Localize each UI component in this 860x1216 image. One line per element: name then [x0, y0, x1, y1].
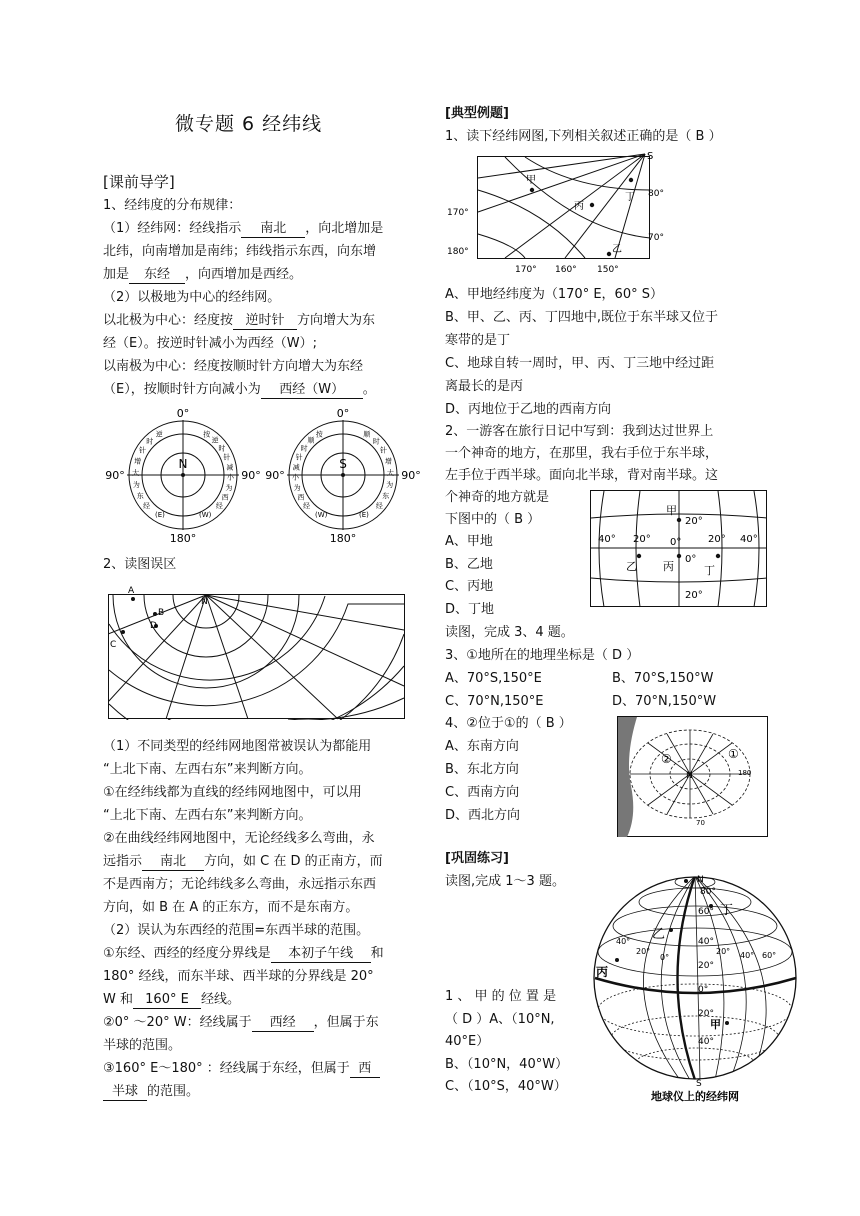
label-b160: 160°	[555, 265, 577, 275]
option-c: C、丙地	[445, 579, 494, 594]
lat-80: 80°	[700, 887, 716, 897]
point-yi: 乙	[626, 560, 637, 573]
lat-20s: 20°	[698, 1009, 714, 1019]
question-1: 1、经纬度的分布规律：	[103, 198, 242, 213]
point-1: ①	[728, 747, 739, 761]
text-span: ，但属于东	[313, 1015, 379, 1030]
option-d: D、70°N,150°W	[612, 694, 717, 709]
arc-char: 为	[293, 483, 301, 492]
arc-char: 按	[315, 430, 323, 439]
arc-char: 大	[386, 469, 394, 478]
option-b: B、东北方向	[445, 762, 519, 777]
option-c: C、70°N,150°E	[445, 694, 544, 709]
label-70: 70°	[648, 233, 664, 243]
option-a: A、东南方向	[445, 739, 519, 754]
text-line	[103, 1059, 380, 1079]
label-b170: 170°	[515, 265, 537, 275]
curved-graticule-figure	[108, 584, 406, 720]
example-question-3: 3、①地所在的地理坐标是（ D ）	[445, 648, 640, 663]
text-line: 下图中的（ B ）	[445, 512, 541, 527]
arc-char: 针	[380, 446, 387, 455]
label-90-right: 90°	[241, 469, 261, 482]
question-2: 2、读图误区	[103, 557, 177, 572]
polar-projection-figure	[103, 404, 423, 544]
text-line: 读图，完成 3、4 题。	[445, 625, 574, 640]
answer-blank: 南北	[241, 220, 305, 238]
text-line: ②在曲线经纬网地图中，无论经线多么弯曲，永	[103, 831, 375, 846]
text-line	[103, 1082, 199, 1102]
arc-char: 为	[386, 480, 394, 489]
label-20s: 20°	[685, 590, 703, 601]
answer-blank: 160° E	[133, 991, 201, 1009]
answer-blank: 南北	[142, 853, 204, 871]
text-line: （2）以极地为中心的经纬网。	[103, 290, 281, 305]
label-170: 170°	[447, 208, 469, 218]
text-span: 。	[362, 382, 376, 397]
label-eq: 0°	[685, 554, 697, 565]
text-span: W 和	[103, 992, 133, 1007]
arc-char: 逆	[155, 430, 163, 439]
text-line	[103, 944, 384, 964]
globe-figure	[590, 868, 804, 1104]
point-ding: 丁	[704, 564, 715, 577]
option-c: C、西南方向	[445, 785, 520, 800]
answer-blank: 西经（W）	[261, 381, 363, 399]
option-a: A、甲地经纬度为（170° E，60° S）	[445, 287, 663, 302]
text-line: （ D ）A、（10°N,	[445, 1012, 555, 1027]
lat-60: 60°	[698, 907, 714, 917]
text-line: （2）误认为东西经的范围=东西半球的范围。	[103, 923, 370, 938]
label-90-right: 90°	[401, 469, 421, 482]
lon-40w: 40°	[616, 937, 631, 946]
arc-char: 经	[303, 502, 311, 510]
text-line	[103, 219, 383, 239]
text-line	[103, 990, 240, 1010]
option-c: C、（10°S，40°W）	[445, 1079, 567, 1094]
arc-char: 西	[221, 493, 229, 502]
text-span: ①东经、西经的经度分界线是	[103, 946, 271, 961]
text-span: 加是	[103, 267, 130, 282]
arc-char: 大	[132, 469, 140, 478]
lat-40s: 40°	[698, 1037, 714, 1047]
pole-n: N	[697, 875, 704, 885]
option-b-cont: 寒带的是丁	[445, 333, 511, 348]
label-20e: 20°	[708, 534, 726, 545]
label-20n: 20°	[685, 516, 703, 527]
text-span: 方向，如 C 在 D 的正南方，而	[204, 854, 383, 869]
point-jia: 甲	[710, 1018, 721, 1031]
label-w: (W)	[199, 511, 212, 519]
example-question-4: 4、②位于①的（ B ）	[445, 716, 572, 731]
pole-n: N	[686, 771, 693, 781]
lon-20w: 20°	[636, 947, 651, 956]
arc-char: 针	[295, 453, 303, 462]
text-line: 方向，如 B 在 A 的正东方，而不是东南方。	[103, 900, 359, 915]
section-header-preview: [课前导学]	[103, 173, 175, 191]
arc-char: 东	[382, 492, 390, 501]
option-c-cont: 离最长的是丙	[445, 379, 524, 394]
example-question-1: 1、读下经纬网图,下列相关叙述正确的是（ B ）	[445, 129, 722, 144]
text-line: 一个神奇的地方，在那里，我右手位于东半球，	[445, 446, 719, 461]
text-line: 40°E）	[445, 1034, 490, 1049]
arc-char: 为	[132, 480, 140, 489]
text-line: ①在经纬线都为直线的经纬网地图中，可以用	[103, 785, 362, 800]
text-span: 方向增大为东	[297, 313, 376, 328]
answer-blank: 本初子午线	[271, 945, 371, 963]
arc-char: 西	[297, 493, 305, 502]
point-c: C	[110, 640, 117, 650]
text-line	[103, 380, 376, 400]
arc-char: 针	[139, 446, 146, 455]
label-180: 180°	[447, 247, 469, 257]
polar-map-figure	[617, 716, 769, 838]
lon-0: 0°	[660, 953, 670, 962]
pole-label-s: S	[339, 457, 347, 471]
arc-char: 经	[215, 502, 223, 510]
graticule-figure-2	[590, 490, 768, 608]
lat-20: 20°	[698, 961, 714, 971]
text-span: （1）经纬网：经线指示	[103, 221, 242, 236]
lat-40: 40°	[698, 937, 714, 947]
arc-char: 为	[225, 483, 233, 492]
option-d: D、丁地	[445, 602, 495, 617]
lon-60e: 60°	[762, 951, 777, 960]
globe-caption: 地球仪上的经纬网	[651, 1090, 739, 1103]
text-span: （E），按顺时针方向减小为	[103, 382, 261, 397]
text-span: 和	[370, 946, 384, 961]
option-b: B、甲、乙、丙、丁四地中,既位于东半球又位于	[445, 310, 719, 325]
text-line: 左手位于西半球。面向北半球，背对南半球。这	[445, 468, 719, 483]
answer-blank: 西经	[252, 1014, 314, 1032]
point-jia: 甲	[666, 504, 677, 517]
lon-40e: 40°	[740, 951, 755, 960]
point-b: B	[158, 608, 165, 618]
arc-char: 经	[143, 502, 151, 510]
pole-s: S	[696, 1079, 702, 1089]
text-line	[103, 852, 383, 872]
arc-char: 增	[134, 457, 142, 466]
label-40w: 40°	[598, 534, 616, 545]
option-a: A、甲地	[445, 534, 493, 549]
option-d: D、丙地位于乙地的西南方向	[445, 402, 612, 417]
text-span: ②0° ～20° W：经线属于	[103, 1015, 252, 1030]
point-a: A	[128, 586, 135, 596]
point-yi: 乙	[612, 244, 622, 255]
text-line: 个神奇的地方就是	[445, 490, 550, 505]
label-180: 180°	[329, 532, 357, 544]
text-line: 180° 经线，而东半球、西半球的分界线是 20°	[103, 969, 374, 984]
text-line: “上北下南、左西右东”来判断方向。	[103, 808, 312, 823]
label-20w: 20°	[633, 534, 651, 545]
arc-char: 顺	[363, 430, 371, 439]
page-title: 微专题 6 经纬线	[175, 113, 323, 135]
text-line: 不是西南方；无论纬线多么弯曲，永远指示东西	[103, 877, 377, 892]
practice-question-1: 1 、 甲 的 位 置 是	[445, 989, 557, 1004]
label-0: 0°	[176, 407, 190, 420]
answer-blank: 逆时针	[233, 312, 297, 330]
arc-char: 经	[375, 502, 383, 510]
north-pole-diagram	[105, 407, 261, 544]
label-0: 0°	[670, 537, 682, 548]
text-line: 北纬，向南增加是南纬；纬线指示东西，向东增	[103, 244, 377, 259]
pole-label-n: N	[178, 457, 188, 471]
text-line: （1）不同类型的经纬网地图常被误认为都能用	[103, 739, 372, 754]
lat-0: 0°	[698, 985, 709, 995]
arc-char: 小	[227, 473, 234, 482]
label-90-left: 90°	[105, 469, 125, 482]
point-2: ②	[661, 752, 672, 766]
section-header-practice: [巩固练习]	[445, 851, 509, 866]
arc-char: 时	[300, 444, 308, 453]
label-90-left: 90°	[265, 469, 285, 482]
option-d: D、西北方向	[445, 808, 521, 823]
label-e: (E)	[155, 511, 165, 519]
label-180: 180°	[169, 532, 197, 544]
label-70: 70	[696, 819, 705, 827]
text-line: 半球的范围。	[103, 1038, 182, 1053]
arc-char: 东	[136, 492, 144, 501]
point-bing: 丙	[574, 201, 584, 212]
text-line	[103, 311, 375, 331]
text-line: 读图,完成 1～3 题。	[445, 874, 565, 889]
answer-blank: 东经	[129, 266, 185, 284]
point-bing: 丙	[663, 560, 674, 573]
text-span: 以北极为中心：经度按	[103, 313, 234, 328]
label-w: (W)	[315, 511, 328, 519]
text-line	[103, 1013, 379, 1033]
point-ding: 丁	[720, 903, 734, 918]
pole-n: N	[201, 597, 208, 607]
arc-char: 逆	[211, 436, 219, 445]
arc-char: 增	[384, 457, 392, 466]
arc-char: 按	[203, 430, 211, 439]
label-0: 0°	[336, 407, 350, 420]
text-span: ，向北增加是	[305, 221, 384, 236]
arc-char: 时	[146, 437, 154, 446]
text-span: ，向西增加是西经。	[185, 267, 303, 282]
arc-char: 顺	[307, 436, 315, 445]
text-span: 的范围。	[147, 1084, 200, 1099]
graticule-figure-1	[445, 150, 665, 280]
label-180: 180	[738, 769, 752, 777]
arc-char: 减	[292, 463, 300, 472]
answer-blank: 半球	[103, 1083, 147, 1101]
option-c: C、地球自转一周时，甲、丙、丁三地中经过距	[445, 356, 715, 371]
text-span: 远指示	[103, 854, 143, 869]
text-line: “上北下南、左西右东”来判断方向。	[103, 762, 312, 777]
arc-char: 时	[218, 444, 226, 453]
example-question-2: 2、一游客在旅行日记中写到：我到达过世界上	[445, 424, 714, 439]
point-d: D	[150, 621, 157, 631]
label-80: 80°	[648, 189, 664, 199]
lon-20e: 20°	[716, 947, 731, 956]
option-a: A、70°S,150°E	[445, 671, 542, 686]
point-ding: 丁	[625, 192, 635, 203]
option-b: B、（10°N，40°W）	[445, 1057, 569, 1072]
point-yi: 乙	[652, 927, 666, 942]
option-b: B、乙地	[445, 557, 493, 572]
label-40e: 40°	[740, 534, 758, 545]
text-line: 以南极为中心：经度按顺时针方向增大为东经	[103, 359, 364, 374]
arc-char: 针	[223, 453, 231, 462]
arc-char: 小	[292, 473, 299, 482]
pole-s: S	[647, 151, 654, 162]
option-b: B、70°S,150°W	[612, 671, 714, 686]
label-e: (E)	[359, 511, 369, 519]
south-pole-diagram	[265, 407, 421, 544]
section-header-examples: [典型例题]	[445, 106, 509, 121]
label-b150: 150°	[597, 265, 619, 275]
answer-blank: 西	[350, 1060, 380, 1078]
text-span: ③160° E～180° ：经线属于东经，但属于	[103, 1061, 350, 1076]
point-jia: 甲	[526, 175, 536, 186]
point-bing: 丙	[596, 965, 609, 979]
text-span: 经线。	[201, 992, 241, 1007]
arc-char: 时	[372, 437, 380, 446]
arc-char: 减	[226, 463, 234, 472]
text-line	[103, 265, 302, 285]
text-line: 经（E）。按逆时针减小为西经（W）;	[103, 336, 317, 351]
